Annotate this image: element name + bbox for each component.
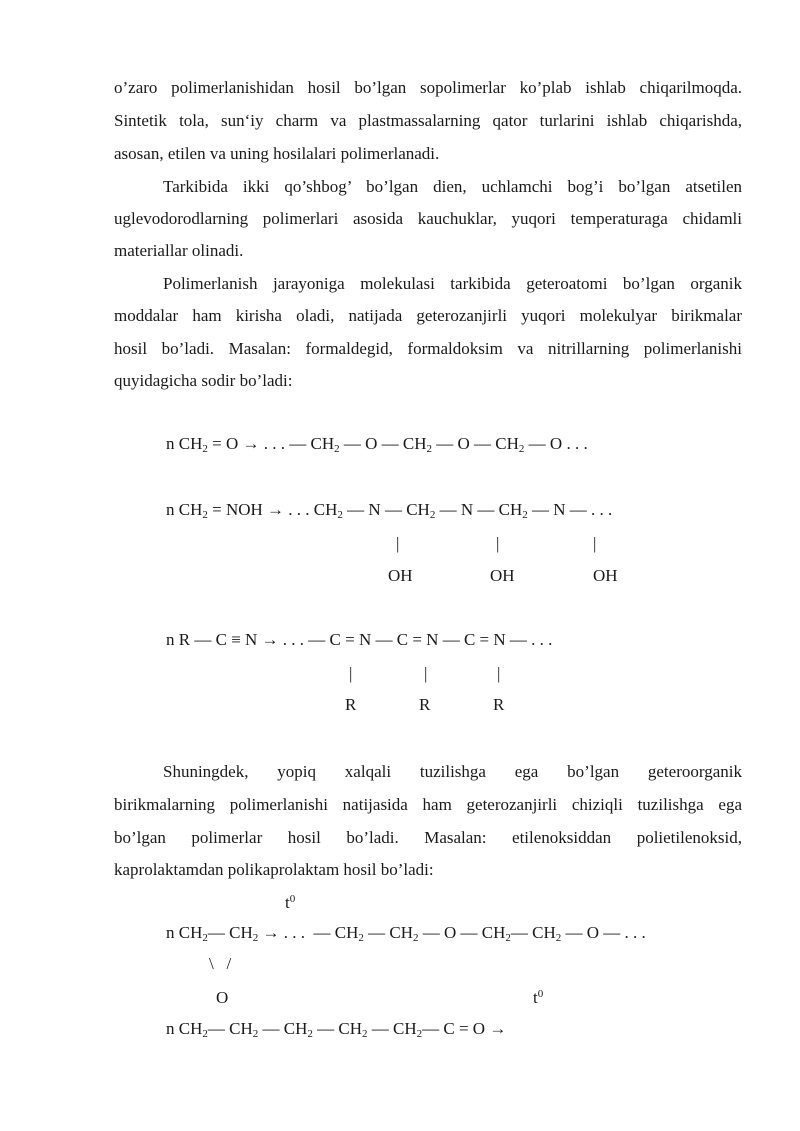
substituent-oh: OH: [490, 566, 515, 585]
p2-line-1: Tarkibida ikki qo’shbog’ bo’lgan dien, uchlamchi bog’i bo’lgan atsetilen: [163, 177, 742, 196]
p1-line-3: asosan, etilen va uning hosilalari polimerlanadi.: [114, 144, 440, 163]
formula-formaldehyde: n $CH_2 = O$ → . . . — $CH_2$ — O — $CH_2$ — O — $CH_2$ — O . . .: [166, 434, 588, 455]
substituent-r: R: [419, 695, 431, 714]
bond-line: |: [396, 534, 400, 553]
bond-line: |: [424, 664, 428, 683]
bond-line: |: [496, 534, 500, 553]
bond-line: |: [593, 534, 597, 553]
ring-oxygen: O: [216, 988, 229, 1007]
bond-line: |: [497, 664, 501, 683]
p1-line-1: o’zaro polimerlanishidan hosil bo’lgan sopolimerlar ko’plab ishlab chiqarilmoqda.: [114, 78, 742, 97]
substituent-oh: OH: [593, 566, 618, 585]
p3-line-4: quyidagicha sodir bo’ladi:: [114, 371, 293, 390]
p4-line-1: Shuningdek, yopiq xalqali tuzilishga ega bo’lgan geteroorganik: [163, 762, 742, 781]
reaction-condition: $t^0$: [285, 893, 296, 912]
p2-line-2: uglevodorodlarning polimerlari asosida kauchuklar, yuqori temperaturaga chidamli: [114, 209, 742, 228]
substituent-r: R: [345, 695, 357, 714]
substituent-oh: OH: [388, 566, 413, 585]
formula-caprolactam: n $CH_2—$ $CH_2$ — $CH_2$ — $CH_2$ — $CH_2—$ C = O →: [166, 1019, 507, 1040]
p4-line-4: kaprolaktamdan polikaprolaktam hosil bo’ladi:: [114, 860, 434, 879]
p3-line-1: Polimerlanish jarayoniga molekulasi tarkibida geteroatomi bo’lgan organik: [163, 274, 742, 293]
substituent-r: R: [493, 695, 505, 714]
p3-line-3: hosil bo’ladi. Masalan: formaldegid, formaldoksim va nitrillarning polimerlanishi: [114, 339, 742, 358]
p3-line-2: moddalar ham kirisha oladi, natijada geterozanjirli yuqori molekulyar birikmalar: [114, 306, 742, 325]
p2-line-3: materiallar olinadi.: [114, 241, 244, 260]
ring-bonds: \ /: [209, 954, 232, 973]
formula-formaldoxime: n $CH_2$ = NOH → . . . $CH_2$ — N — $CH_2$ — N — $CH_2$ — N — . . .: [166, 500, 613, 521]
reaction-condition: $t^0$: [533, 988, 544, 1007]
p4-line-3: bo’lgan polimerlar hosil bo’ladi. Masalan: etilenoksiddan polietilenoksid,: [114, 828, 742, 847]
p4-line-2: birikmalarning polimerlanishi natijasida ham geterozanjirli chiziqli tuzilishga ega: [114, 795, 742, 814]
formula-nitrile: n R — C ≡ N → . . . — C = N — C = N — C = N — . . .: [166, 630, 553, 649]
p1-line-2: Sintetik tola, sun‘iy charm va plastmassalarning qator turlarini ishlab chiqarishda,: [114, 111, 742, 130]
formula-ethylene-oxide: n $CH_2—$ $CH_2$ → . . . — $CH_2$ — $CH_2$ — O — $CH_2—$ $CH_2$ — O — . . .: [166, 923, 646, 944]
bond-line: |: [349, 664, 353, 683]
